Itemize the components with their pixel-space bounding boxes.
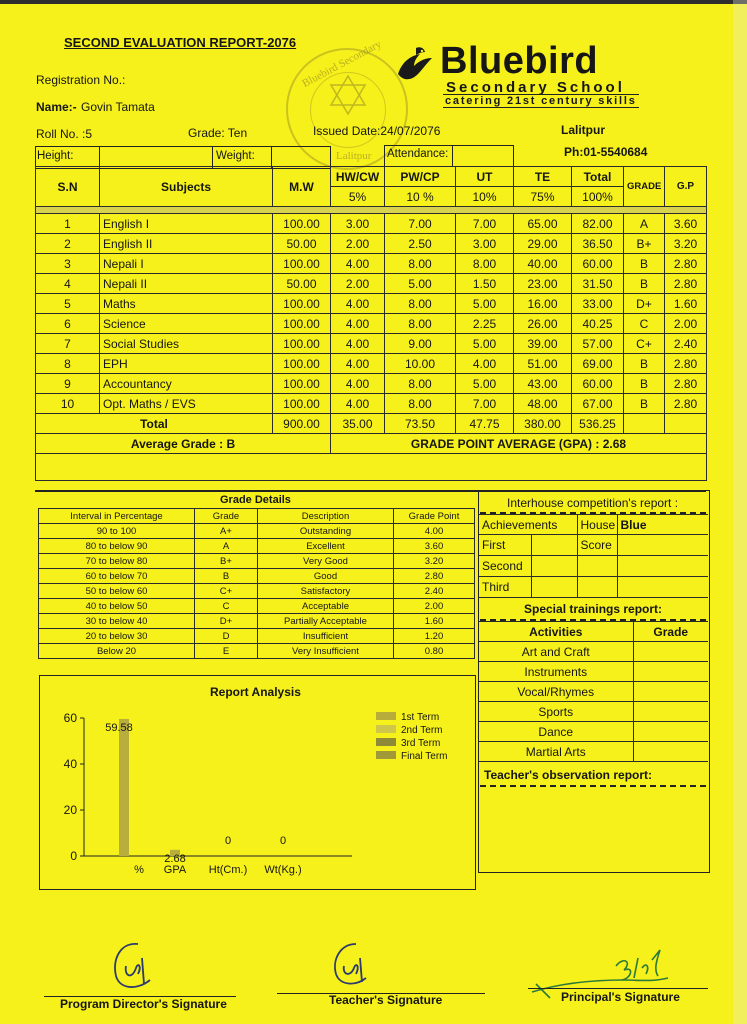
table-row: [36, 234, 707, 254]
grade-detail-cell: C: [195, 599, 258, 614]
grade-detail-cell: E: [195, 644, 258, 659]
stamp-star-icon: [328, 74, 368, 121]
grade-detail-cell: A+: [195, 524, 258, 539]
table-row: [39, 554, 475, 569]
interhouse-title: Interhouse competition's report :: [507, 496, 679, 510]
subject-total: 69.00: [572, 354, 624, 374]
subject-name: English II: [100, 234, 273, 254]
score-value: [617, 535, 708, 556]
x-tick-label: %: [134, 864, 144, 876]
student-name: Govin Tamata: [81, 100, 155, 114]
school-sub: Secondary School: [446, 79, 625, 96]
subject-hw: 4.00: [331, 254, 385, 274]
divider: [212, 146, 213, 168]
grade-detail-cell: 2.00: [394, 599, 475, 614]
grade-detail-cell: 70 to below 80: [39, 554, 195, 569]
table-row: [36, 354, 707, 374]
total-total: 536.25: [572, 414, 624, 434]
subject-grade: B: [624, 394, 665, 414]
subject-hw: 4.00: [331, 334, 385, 354]
grade-detail-cell: 30 to below 40: [39, 614, 195, 629]
subject-hw: 4.00: [331, 394, 385, 414]
data-label: 0: [224, 835, 232, 847]
table-row: [39, 599, 475, 614]
school-location: Lalitpur: [561, 123, 605, 137]
subject-grade: B: [624, 374, 665, 394]
issued-date: Issued Date:24/07/2076: [313, 124, 441, 138]
subject-gp: 2.80: [665, 274, 707, 294]
subject-ut: 7.00: [456, 394, 514, 414]
second-score: [577, 556, 617, 577]
subject-total: 60.00: [572, 254, 624, 274]
subject-sn: 2: [36, 234, 100, 254]
subject-mw: 100.00: [273, 294, 331, 314]
weight-label: Weight:: [216, 150, 255, 162]
table-row: [36, 214, 707, 234]
subject-gp: 1.60: [665, 294, 707, 314]
subject-grade: D+: [624, 294, 665, 314]
weight-total: 100%: [572, 187, 624, 207]
subject-sn: 7: [36, 334, 100, 354]
legend-label: 2nd Term: [401, 725, 443, 736]
grade-detail-cell: Insufficient: [258, 629, 394, 644]
subject-total: 82.00: [572, 214, 624, 234]
subject-sn: 5: [36, 294, 100, 314]
grade-detail-cell: 20 to below 30: [39, 629, 195, 644]
activity-name: Vocal/Rhymes: [479, 682, 633, 702]
header-sn: S.N: [36, 167, 100, 207]
subject-total: 67.00: [572, 394, 624, 414]
subject-ut: 4.00: [456, 354, 514, 374]
house-label: House: [577, 515, 617, 535]
grade-detail-cell: 0.80: [394, 644, 475, 659]
subject-pw: 7.00: [385, 214, 456, 234]
bar-%: [119, 719, 129, 856]
grade-detail-cell: B+: [195, 554, 258, 569]
header-mw: M.W: [273, 167, 331, 207]
table-row: [39, 644, 475, 659]
subject-pw: 8.00: [385, 314, 456, 334]
total-grade-cell: [624, 414, 665, 434]
subject-grade: B+: [624, 234, 665, 254]
header-hwcw: HW/CW: [331, 167, 385, 187]
subject-sn: 10: [36, 394, 100, 414]
marks-table: [35, 166, 707, 481]
list-item: [479, 742, 708, 762]
subject-gp: 2.00: [665, 314, 707, 334]
subject-total: 36.50: [572, 234, 624, 254]
subject-sn: 6: [36, 314, 100, 334]
house-value: Blue: [617, 515, 708, 535]
list-item: [479, 722, 708, 742]
subject-gp: 3.60: [665, 214, 707, 234]
subject-ut: 5.00: [456, 374, 514, 394]
total-te: 380.00: [514, 414, 572, 434]
subject-te: 43.00: [514, 374, 572, 394]
subject-mw: 100.00: [273, 354, 331, 374]
data-label: 0: [279, 835, 287, 847]
principal-signature: Principal's Signature: [561, 990, 680, 1004]
total-label: Total: [36, 414, 273, 434]
grade-detail-cell: Very Good: [258, 554, 394, 569]
dashed-divider: [480, 785, 706, 787]
header-ut: UT: [456, 167, 514, 187]
subject-te: 39.00: [514, 334, 572, 354]
subject-hw: 4.00: [331, 294, 385, 314]
signature-line: [528, 988, 708, 989]
third-value: [531, 577, 577, 598]
activity-name: Instruments: [479, 662, 633, 682]
chart-title: Report Analysis: [210, 685, 301, 699]
second-value: [531, 556, 577, 577]
subject-pw: 8.00: [385, 294, 456, 314]
header-grade: GRADE: [624, 167, 665, 207]
teacher-signature-mark: [330, 940, 374, 995]
program-director-signature-mark: [108, 938, 158, 999]
grade-detail-cell: Very Insufficient: [258, 644, 394, 659]
grade-detail-cell: Acceptable: [258, 599, 394, 614]
legend-swatch: [376, 751, 396, 759]
subject-name: Maths: [100, 294, 273, 314]
registration-label: Registration No.:: [36, 73, 126, 87]
remarks-row: [36, 454, 707, 481]
subject-ut: 7.00: [456, 214, 514, 234]
subject-ut: 5.00: [456, 334, 514, 354]
data-label: 59.58: [105, 721, 133, 734]
gd-header-point: Grade Point: [394, 509, 475, 524]
y-tick-label: 40: [63, 757, 77, 771]
subject-grade: C+: [624, 334, 665, 354]
grade-detail-cell: 2.80: [394, 569, 475, 584]
subject-name: Accountancy: [100, 374, 273, 394]
weight-hwcw: 5%: [331, 187, 385, 207]
subject-name: Nepali II: [100, 274, 273, 294]
list-item: [479, 702, 708, 722]
second-label: Second: [479, 556, 531, 577]
school-name: Bluebird: [440, 40, 599, 82]
subject-gp: 2.80: [665, 394, 707, 414]
subject-mw: 100.00: [273, 214, 331, 234]
subject-mw: 50.00: [273, 234, 331, 254]
header-spacer: [36, 207, 707, 214]
subject-name: Science: [100, 314, 273, 334]
weight-ut: 10%: [456, 187, 514, 207]
subject-sn: 3: [36, 254, 100, 274]
subject-grade: B: [624, 274, 665, 294]
activity-grade: [633, 722, 708, 742]
activity-name: Dance: [479, 722, 633, 742]
top-border: [0, 0, 747, 4]
subject-mw: 100.00: [273, 394, 331, 414]
subject-mw: 100.00: [273, 374, 331, 394]
activity-grade: [633, 742, 708, 762]
interhouse-table: [479, 514, 708, 598]
grade-detail-cell: 2.40: [394, 584, 475, 599]
subject-hw: 2.00: [331, 274, 385, 294]
subject-hw: 3.00: [331, 214, 385, 234]
first-value: [531, 535, 577, 556]
grade-detail-cell: Good: [258, 569, 394, 584]
activity-grade: [633, 702, 708, 722]
subject-ut: 2.25: [456, 314, 514, 334]
special-title: Special trainings report:: [524, 602, 663, 616]
table-row: [36, 294, 707, 314]
program-director-signature: Program Director's Signature: [60, 997, 227, 1011]
x-tick-label: Wt(Kg.): [264, 864, 302, 876]
list-item: [479, 662, 708, 682]
subject-grade: A: [624, 214, 665, 234]
gpa-summary: GRADE POINT AVERAGE (GPA) : 2.68: [331, 434, 707, 454]
grade-detail-cell: Below 20: [39, 644, 195, 659]
page-edge: [733, 0, 747, 1024]
grade-details-table: [38, 508, 475, 659]
second-extra: [617, 556, 708, 577]
table-row: [36, 314, 707, 334]
grade-details-title: Grade Details: [220, 494, 291, 506]
subject-pw: 10.00: [385, 354, 456, 374]
subject-te: 23.00: [514, 274, 572, 294]
subject-hw: 4.00: [331, 314, 385, 334]
subject-te: 40.00: [514, 254, 572, 274]
report-title: SECOND EVALUATION REPORT-2076: [64, 35, 297, 50]
gd-header-grade: Grade: [195, 509, 258, 524]
activity-grade: [633, 662, 708, 682]
teacher-signature: Teacher's Signature: [329, 993, 443, 1007]
subject-total: 40.25: [572, 314, 624, 334]
achievements-label: Achievements: [479, 515, 577, 535]
subject-gp: 2.80: [665, 374, 707, 394]
subject-te: 16.00: [514, 294, 572, 314]
grade-detail-cell: 4.00: [394, 524, 475, 539]
activity-grade: [633, 642, 708, 662]
header-gp: G.P: [665, 167, 707, 207]
subject-gp: 2.40: [665, 334, 707, 354]
grade-detail-cell: 40 to below 50: [39, 599, 195, 614]
y-tick-label: 0: [70, 849, 77, 863]
grade-detail-cell: 3.20: [394, 554, 475, 569]
divider: [452, 145, 453, 166]
subject-total: 57.00: [572, 334, 624, 354]
grade-detail-cell: 60 to below 70: [39, 569, 195, 584]
header-total: Total: [572, 167, 624, 187]
total-pw: 73.50: [385, 414, 456, 434]
subject-total: 33.00: [572, 294, 624, 314]
total-hw: 35.00: [331, 414, 385, 434]
x-tick-label: GPA: [163, 864, 187, 876]
activity-name: Sports: [479, 702, 633, 722]
score-label: Score: [577, 535, 617, 556]
divider: [271, 146, 272, 168]
table-row: [39, 614, 475, 629]
total-ut: 47.75: [456, 414, 514, 434]
subject-mw: 100.00: [273, 314, 331, 334]
subject-pw: 2.50: [385, 234, 456, 254]
subject-te: 26.00: [514, 314, 572, 334]
grade-class: Grade: Ten: [188, 126, 248, 140]
subject-grade: B: [624, 354, 665, 374]
total-gp-cell: [665, 414, 707, 434]
list-item: [479, 642, 708, 662]
subject-total: 60.00: [572, 374, 624, 394]
grade-detail-cell: Satisfactory: [258, 584, 394, 599]
subject-mw: 100.00: [273, 334, 331, 354]
special-table: [479, 621, 708, 762]
bluebird-logo-icon: [396, 44, 434, 86]
weight-te: 75%: [514, 187, 572, 207]
subject-sn: 4: [36, 274, 100, 294]
header-pwcp: PW/CP: [385, 167, 456, 187]
legend-swatch: [376, 725, 396, 733]
table-row: [39, 584, 475, 599]
subject-name: English I: [100, 214, 273, 234]
table-row: [36, 334, 707, 354]
subject-ut: 5.00: [456, 294, 514, 314]
grade-detail-cell: 80 to below 90: [39, 539, 195, 554]
grade-detail-cell: B: [195, 569, 258, 584]
total-mw: 900.00: [273, 414, 331, 434]
list-item: [479, 682, 708, 702]
gd-header-interval: Interval in Percentage: [39, 509, 195, 524]
report-analysis-chart: [40, 700, 470, 885]
school-phone: Ph:01-5540684: [564, 145, 648, 159]
subject-pw: 9.00: [385, 334, 456, 354]
table-row: [36, 254, 707, 274]
gd-header-description: Description: [258, 509, 394, 524]
x-tick-label: Ht(Cm.): [208, 864, 248, 876]
subject-mw: 50.00: [273, 274, 331, 294]
third-extra: [617, 577, 708, 598]
grade-detail-cell: C+: [195, 584, 258, 599]
grade-detail-cell: Outstanding: [258, 524, 394, 539]
legend-swatch: [376, 712, 396, 720]
average-grade: Average Grade : B: [36, 434, 331, 454]
subject-te: 29.00: [514, 234, 572, 254]
subject-name: Nepali I: [100, 254, 273, 274]
table-row: [39, 524, 475, 539]
header-te: TE: [514, 167, 572, 187]
subject-sn: 8: [36, 354, 100, 374]
grade-detail-cell: D+: [195, 614, 258, 629]
weight-pwcp: 10 %: [385, 187, 456, 207]
legend-label: 3rd Term: [401, 738, 441, 749]
subject-name: EPH: [100, 354, 273, 374]
stamp-text: Bluebird Secondary: [300, 38, 384, 90]
subject-te: 51.00: [514, 354, 572, 374]
first-label: First: [479, 535, 531, 556]
subject-pw: 8.00: [385, 374, 456, 394]
subject-hw: 2.00: [331, 234, 385, 254]
third-label: Third: [479, 577, 531, 598]
school-tagline: catering 21st century skills: [445, 95, 637, 107]
height-label: Height:: [37, 150, 74, 162]
subject-total: 31.50: [572, 274, 624, 294]
subject-hw: 4.00: [331, 374, 385, 394]
grade-detail-cell: 1.60: [394, 614, 475, 629]
activity-name: Martial Arts: [479, 742, 633, 762]
subject-name: Social Studies: [100, 334, 273, 354]
divider: [99, 146, 100, 168]
activity-name: Art and Craft: [479, 642, 633, 662]
third-score: [577, 577, 617, 598]
table-row: [36, 374, 707, 394]
legend-label: Final Term: [401, 751, 448, 762]
subject-sn: 1: [36, 214, 100, 234]
name-label: Name:-: [36, 100, 77, 114]
subject-ut: 3.00: [456, 234, 514, 254]
table-row: [36, 394, 707, 414]
y-tick-label: 60: [63, 711, 77, 725]
grade-detail-cell: A: [195, 539, 258, 554]
roll-number: Roll No. :5: [36, 127, 93, 141]
subject-ut: 8.00: [456, 254, 514, 274]
subject-pw: 8.00: [385, 394, 456, 414]
table-row: [39, 569, 475, 584]
grade-header: Grade: [633, 622, 708, 642]
subject-pw: 8.00: [385, 254, 456, 274]
grade-detail-cell: 50 to below 60: [39, 584, 195, 599]
subject-sn: 9: [36, 374, 100, 394]
subject-te: 48.00: [514, 394, 572, 414]
grade-detail-cell: 1.20: [394, 629, 475, 644]
subject-pw: 5.00: [385, 274, 456, 294]
subject-gp: 2.80: [665, 254, 707, 274]
subject-te: 65.00: [514, 214, 572, 234]
subject-ut: 1.50: [456, 274, 514, 294]
data-label: 2.68: [164, 852, 186, 865]
grade-detail-cell: 3.60: [394, 539, 475, 554]
subject-grade: C: [624, 314, 665, 334]
subject-grade: B: [624, 254, 665, 274]
legend-swatch: [376, 738, 396, 746]
activity-grade: [633, 682, 708, 702]
grade-detail-cell: 90 to 100: [39, 524, 195, 539]
attendance-label: Attendance:: [387, 148, 449, 160]
subject-gp: 3.20: [665, 234, 707, 254]
table-row: [39, 629, 475, 644]
y-tick-label: 20: [63, 803, 77, 817]
observation-title: Teacher's observation report:: [484, 768, 653, 782]
subject-name: Opt. Maths / EVS: [100, 394, 273, 414]
subject-mw: 100.00: [273, 254, 331, 274]
grade-detail-cell: Partially Acceptable: [258, 614, 394, 629]
table-row: [36, 274, 707, 294]
grade-detail-cell: Excellent: [258, 539, 394, 554]
subject-hw: 4.00: [331, 354, 385, 374]
activities-header: Activities: [479, 622, 633, 642]
legend-label: 1st Term: [401, 712, 440, 723]
subject-gp: 2.80: [665, 354, 707, 374]
grade-detail-cell: D: [195, 629, 258, 644]
table-row: [39, 539, 475, 554]
header-subjects: Subjects: [100, 167, 273, 207]
stamp-place: Lalitpur: [336, 150, 372, 162]
